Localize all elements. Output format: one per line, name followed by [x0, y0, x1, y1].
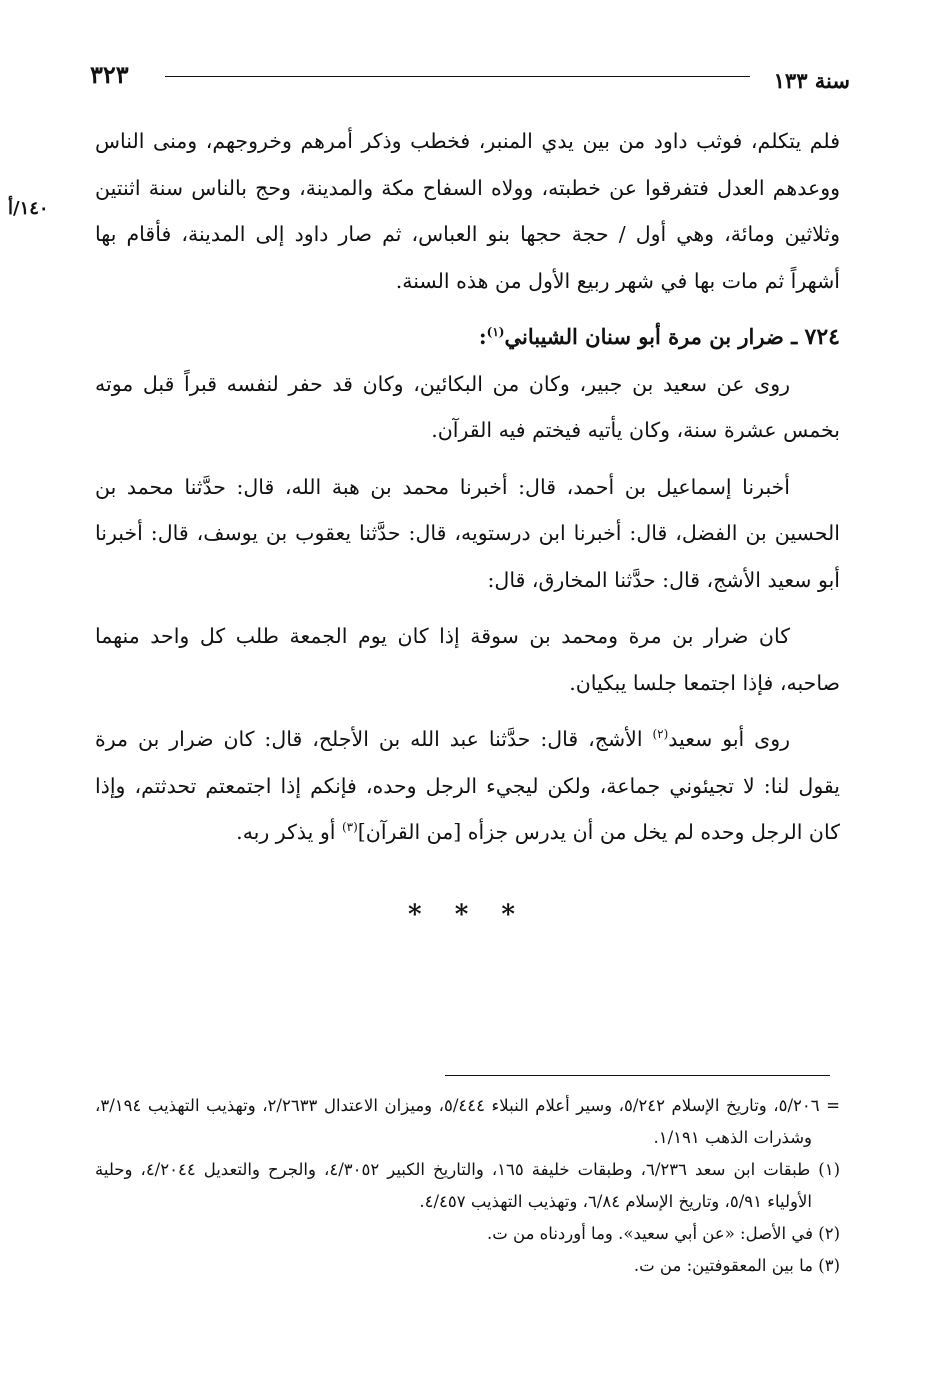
entry-colon: :: [478, 324, 487, 349]
page-header: [90, 50, 850, 100]
footnote-1: (١) طبقات ابن سعد ٦/٢٣٦، وطبقات خليفة ١٦٥، والتاريخ الكبير ٤/٣٠٥٢، والجرح والتعديل ٤/٢٠٤٤، وحلية الأولياء ٥/٩١، وتاريخ الإسلام ٦/٨٤، وتهذيب التهذيب ٤/٤٥٧.: [95, 1160, 840, 1211]
footnote-ref-3: (٣): [341, 820, 358, 835]
footnote-ref-2: (٢): [652, 727, 669, 742]
paragraph-report: كان ضرار بن مرة ومحمد بن سوقة إذا كان يوم الجمعة طلب كل واحد منهما صاحبه، فإذا اجتمعا جلسا يبكيان.: [95, 624, 840, 695]
header-rule: [165, 76, 750, 77]
footnote-3: (٣) ما بين المعقوفتين: من ت.: [633, 1256, 840, 1275]
narration-part-a: روى أبو سعيد: [668, 727, 790, 751]
paragraph-continuation: فلم يتكلم، فوثب داود من بين يدي المنبر، فخطب وذكر أمرهم وخروجهم، ومنى الناس ووعدهم العدل فتفرقوا عن خطبته، وولاه السفاح مكة والمدينة، وحج بالناس سنة اثنتين وثلاثين ومائة، وهي أول / حجة حجها بنو العباس، ثم صار داود إلى المدينة، فأقام بها أشهراً ثم مات بها في شهر ربيع الأول من هذه السنة.: [95, 129, 840, 293]
footnote-2: (٢) في الأصل: «عن أبي سعيد». وما أوردناه من ت.: [487, 1224, 840, 1243]
running-title: سنة ١٣٣: [773, 68, 850, 93]
entry-name: ـ ضرار بن مرة أبو سنان الشيباني: [504, 324, 798, 349]
narration-part-c: أو يذكر ربه.: [236, 820, 342, 844]
margin-folio-note: ١٤٠/أ: [8, 198, 49, 219]
entry-heading: [95, 314, 840, 361]
footnotes: [95, 1090, 840, 1282]
footnote-rule: [445, 1075, 830, 1076]
section-divider-stars: * * *: [408, 900, 527, 930]
footnote-ref-1: (١): [486, 325, 505, 339]
footnote-continuation: = ٥/٢٠٦، وتاريخ الإسلام ٥/٢٤٢، وسير أعلام النبلاء ٥/٤٤٤، وميزان الاعتدال ٢/٢٦٣٣، وتهذيب التهذيب ٣/١٩٤، وشذرات الذهب ١/١٩١.: [95, 1096, 840, 1147]
paragraph-narration: [95, 716, 840, 856]
paragraph-isnad: أخبرنا إسماعيل بن أحمد، قال: أخبرنا محمد بن هبة الله، قال: حدَّثنا محمد بن الحسين بن الفضل، قال: أخبرنا ابن درستويه، قال: حدَّثنا يعقوب بن يوسف، قال: أخبرنا أبو سعيد الأشج، قال: حدَّثنا المخارق، قال:: [95, 474, 840, 592]
entry-number: ٧٢٤: [804, 324, 840, 350]
narration-part-b: الأشج، قال: حدَّثنا عبد الله بن الأجلح، قال: كان ضرار بن مرة يقول لنا: لا تجيئوني جماعة، ولكن ليجيء الرجل وحده، فإنكم إذا اجتمعتم تحدثتم، وإذا كان الرجل وحده لم يخل من أن يدرس جزأه [من القرآن]: [95, 727, 840, 844]
main-text: [95, 118, 840, 856]
paragraph-biography: روى عن سعيد بن جبير، وكان من البكائين، وكان قد حفر لنفسه قبراً قبل موته بخمس عشرة سنة، وكان يأتيه فيختم فيه القرآن.: [95, 371, 840, 442]
page-number: ٣٢٣: [90, 60, 129, 89]
